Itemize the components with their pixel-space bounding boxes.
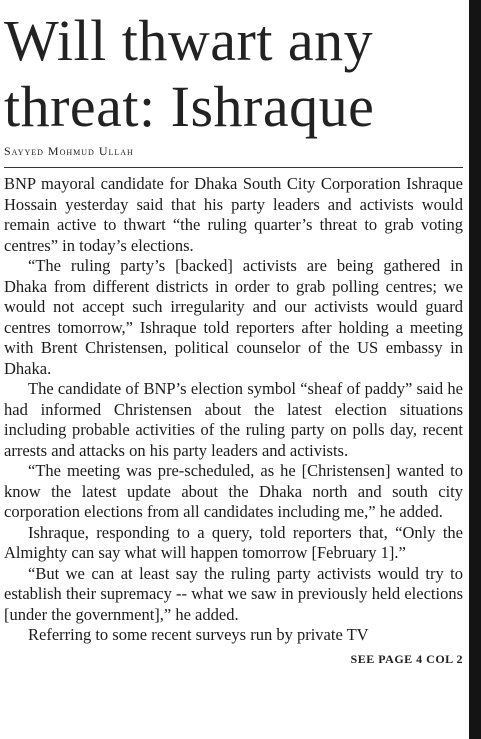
headline: [4, 0, 463, 140]
paragraph: Referring to some recent surveys run by private TV: [28, 625, 369, 644]
article-body: [4, 174, 463, 646]
headline-line-1: Will thwart any: [4, 8, 374, 73]
paragraph: “The ruling party’s [backed] activists are being gathered in Dhaka from different districts in order to grab polling centres; we would not accept such irregularity and our activists would guard centres tomorrow,” Ishraque told reporters after holding a meeting with Brent Christensen, political counselor of the US embassy in Dhaka.: [4, 256, 463, 378]
page-edge-bar: [469, 0, 481, 739]
paragraph: “The meeting was pre-scheduled, as he [Christensen] wanted to know the latest update about the Dhaka north and south city corporation elections from all candidates including me,” he added.: [4, 461, 463, 521]
byline-divider: [4, 167, 463, 168]
paragraph: “But we can at least say the ruling party activists would try to establish their supremacy -- what we saw in previously held elections [under the government],” he added.: [4, 563, 463, 624]
continuation-jump-line: SEE PAGE 4 COL 2: [350, 651, 463, 666]
paragraph: BNP mayoral candidate for Dhaka South City Corporation Ishraque Hossain yesterday said that his party leaders and activists would remain active to thwart “the ruling quarter’s threat to grab voting centres” in today’s elections.: [4, 174, 463, 255]
headline-line-2: threat: Ishraque: [4, 74, 375, 139]
news-article: [4, 0, 463, 667]
paragraph: The candidate of BNP’s election symbol “sheaf of paddy” said he had informed Christensen about the latest election situations including probable activities of the ruling party on polls day, recent arrests and attacks on his party leaders and activists.: [4, 379, 463, 460]
paragraph: Ishraque, responding to a query, told reporters that, “Only the Almighty can say what will happen tomorrow [February 1].”: [4, 522, 463, 562]
byline: Sayyed Mohmud Ullah: [4, 144, 134, 158]
